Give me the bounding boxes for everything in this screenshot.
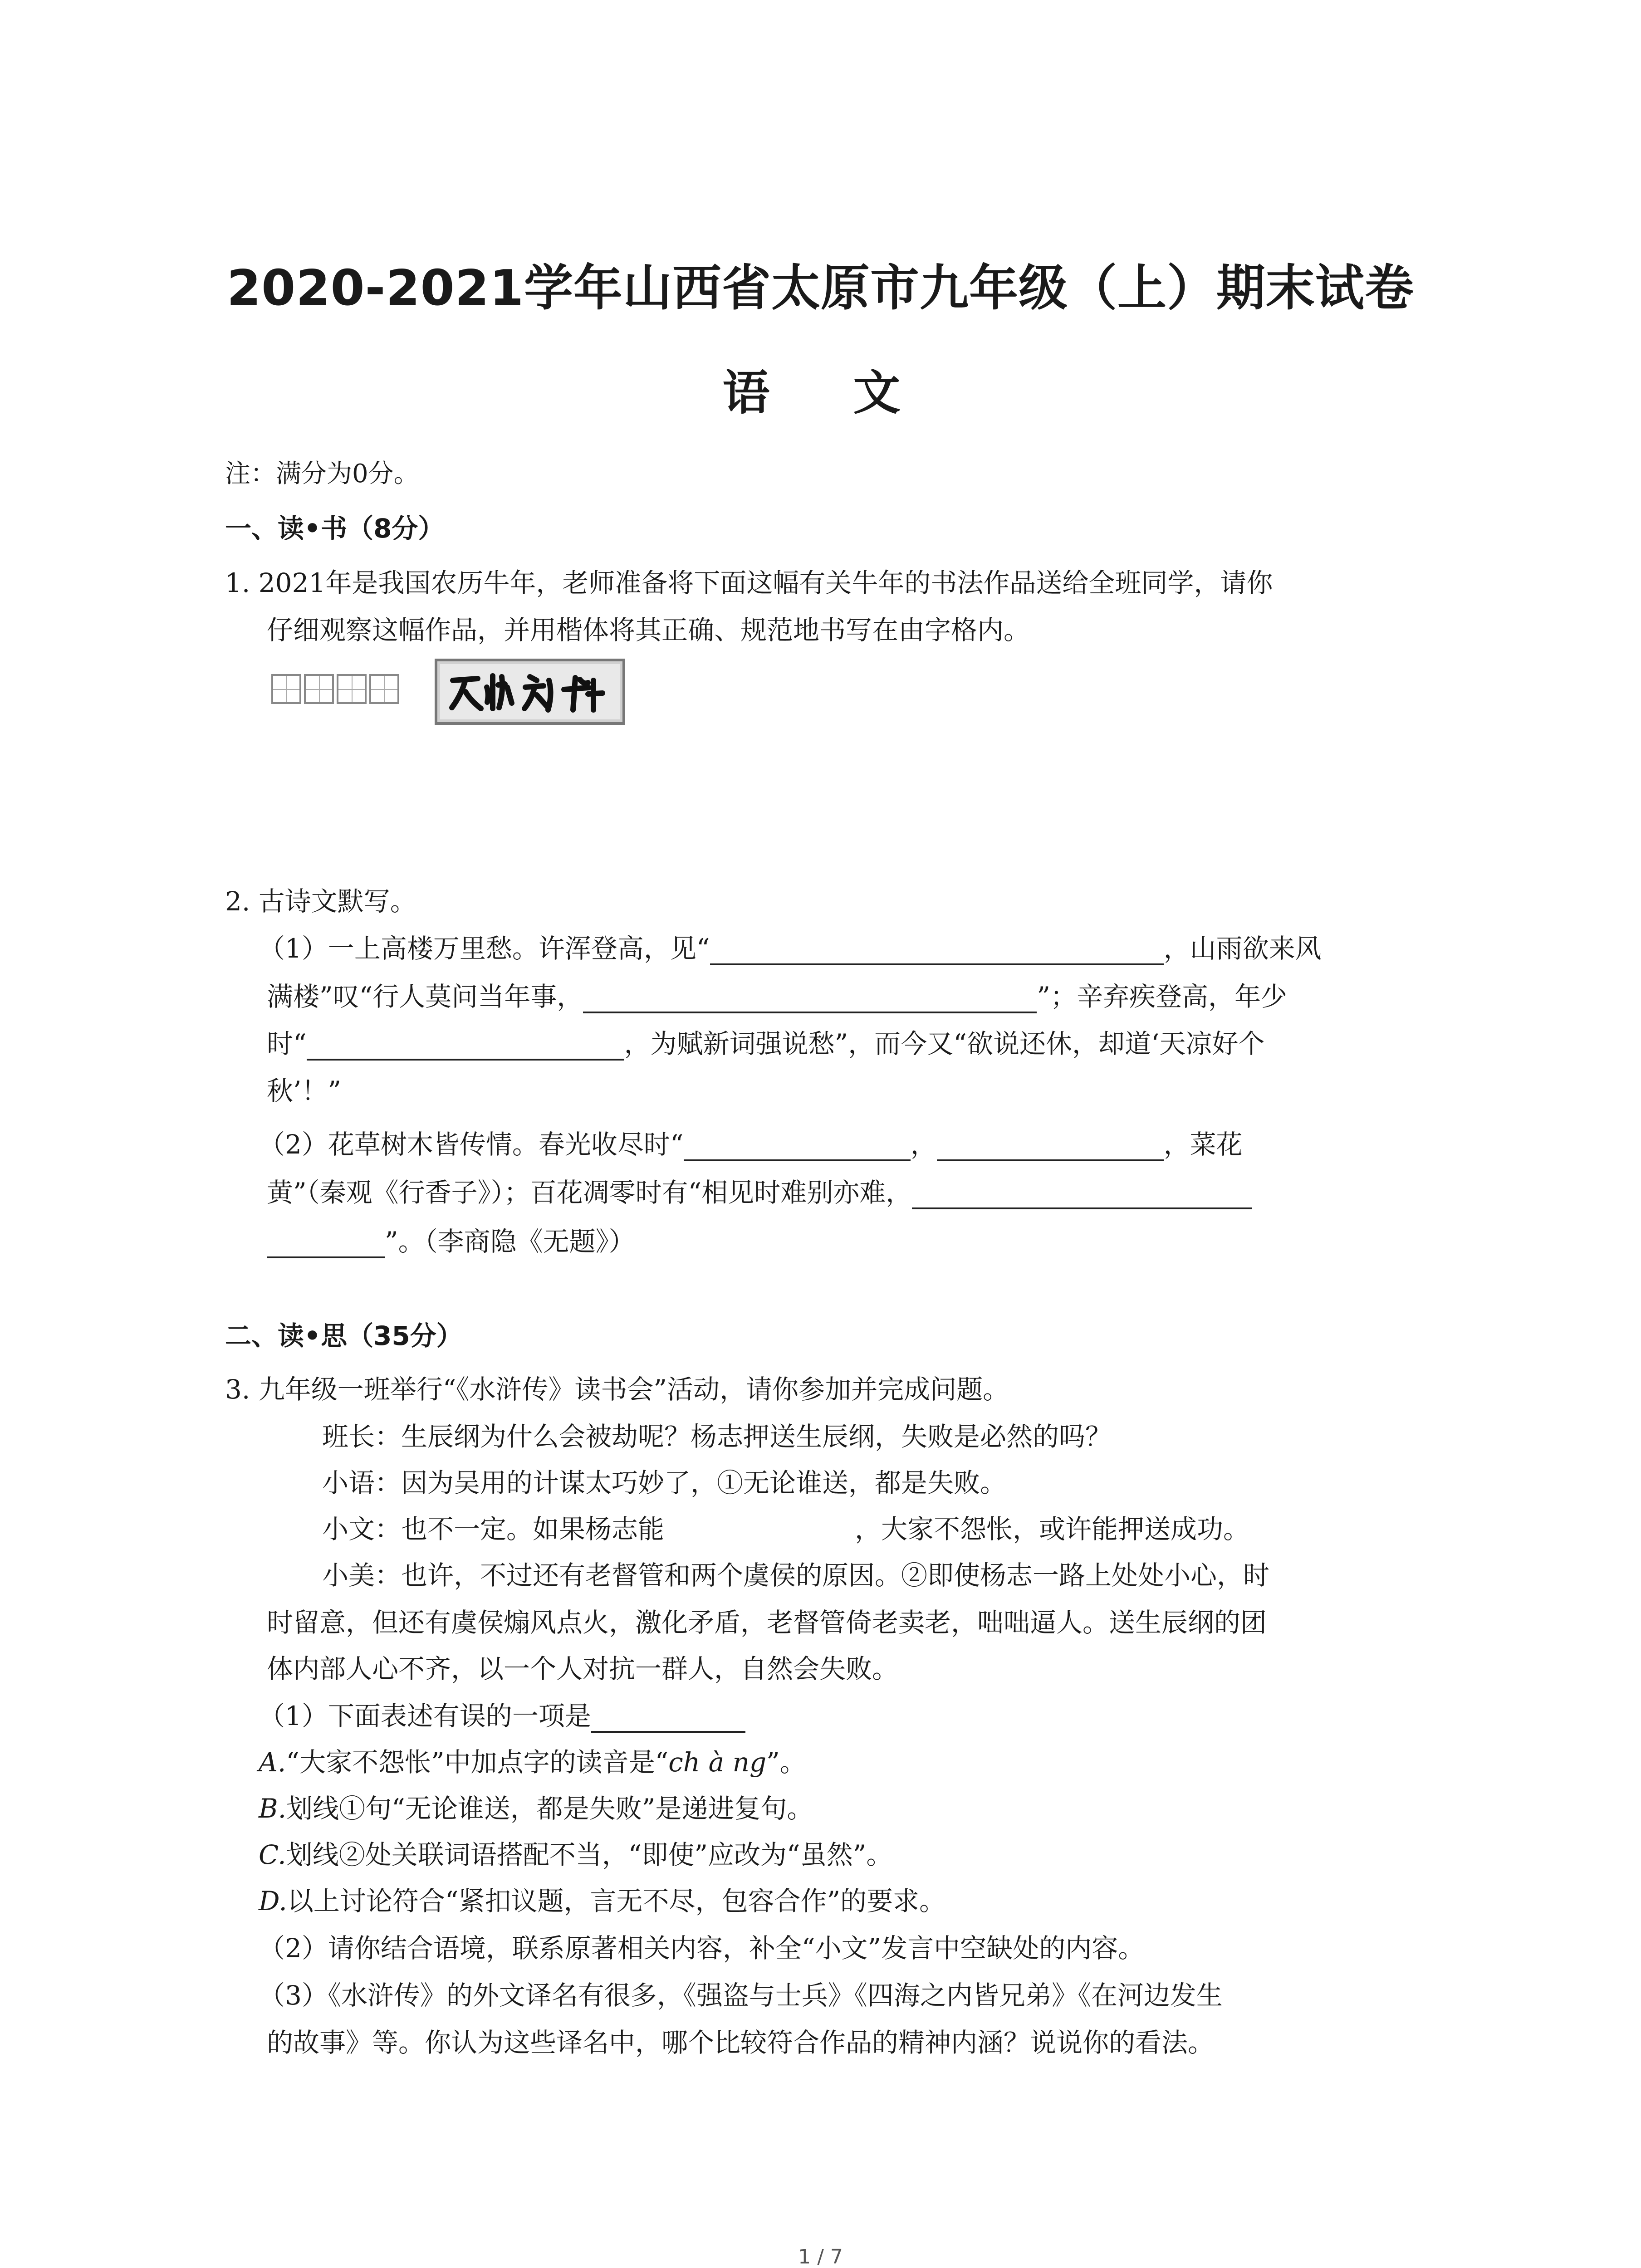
writing-grid[interactable] [271, 674, 402, 704]
pinyin: ch à ng [668, 1747, 767, 1778]
score-note: 注：满分为0分。 [225, 459, 419, 489]
calligraphy-artwork [435, 659, 625, 725]
text-segment: 时“ [267, 1028, 307, 1059]
option-label: D. [259, 1886, 287, 1916]
page-number: 1 / 7 [798, 2245, 843, 2268]
blank-field[interactable] [307, 1031, 624, 1061]
blank-field[interactable] [912, 1179, 1252, 1209]
blank-field[interactable] [583, 983, 1037, 1013]
q2-p1-line3 [267, 1022, 1264, 1061]
text-segment: ”。 [766, 1747, 806, 1778]
calligraphy-brush-icon [444, 667, 616, 717]
grid-cell[interactable] [304, 674, 334, 704]
grid-cell[interactable] [369, 674, 399, 704]
text-segment: ，菜花 [1163, 1129, 1243, 1160]
exam-title: 2020-2021学年山西省太原市九年级（上）期末试卷 [227, 260, 1414, 317]
blank-field[interactable] [937, 1131, 1164, 1161]
text-segment: ”；辛弃疾登高，年少 [1037, 981, 1287, 1012]
grid-cell[interactable] [271, 674, 301, 704]
text-segment: 划线①句“无论谁送，都是失败”是递进复句。 [286, 1793, 813, 1824]
blank-field[interactable] [267, 1228, 385, 1258]
q2-p2-line1 [259, 1123, 1243, 1161]
section1-heading: 一、读•书（8分） [225, 513, 445, 544]
q3-sub3-line2: 的故事》等。你认为这些译名中，哪个比较符合作品的精神内涵？说说你的看法。 [267, 2027, 1215, 2058]
q2-p2-line2 [267, 1171, 1252, 1209]
q1-line2: 仔细观察这幅作品，并用楷体将其正确、规范地书写在由字格内。 [267, 615, 1030, 645]
option-label: C. [259, 1839, 286, 1870]
text-segment: 划线②处关联词语搭配不当，“即使”应改为“虽然”。 [286, 1839, 893, 1870]
q3-dialog-3 [322, 1508, 1249, 1546]
answer-blank[interactable] [591, 1703, 745, 1733]
q3-dialog-2: 小语：因为吴用的计谋太巧妙了，①无论谁送，都是失败。 [322, 1467, 1007, 1498]
text-segment: ，山雨欲来风 [1163, 933, 1322, 964]
blank-field[interactable] [684, 1131, 911, 1161]
q3-intro: 3. 九年级一班举行“《水浒传》读书会”活动，请你参加并完成问题。 [225, 1374, 1009, 1405]
q3-dialog-4-line1: 小美：也许，不过还有老督管和两个虞侯的原因。②即使杨志一路上处处小心，时 [322, 1560, 1270, 1591]
text-segment: 小文：也不一定。如果杨志能 [322, 1514, 665, 1545]
q3-dialog-4-line2: 时留意，但还有虞侯煽风点火，激化矛盾，老督管倚老卖老，咄咄逼人。送生辰纲的团 [267, 1607, 1267, 1638]
q2-title: 2. 古诗文默写。 [225, 886, 416, 917]
option-b[interactable] [259, 1787, 813, 1825]
q3-sub2: （2）请你结合语境，联系原著相关内容，补全“小文”发言中空缺处的内容。 [259, 1933, 1145, 1964]
subject-title: 语 文 [722, 365, 919, 420]
q3-sub3-line1: （3）《水浒传》的外文译名有很多，《强盗与士兵》《四海之内皆兄弟》《在河边发生 [259, 1980, 1223, 2011]
q3-dialog-4-line3: 体内部人心不齐，以一个人对抗一群人，自然会失败。 [267, 1653, 899, 1684]
q3-sub1 [259, 1695, 745, 1733]
section2-heading: 二、读•思（35分） [225, 1320, 463, 1351]
q1-line1: 1. 2021年是我国农历牛年，老师准备将下面这幅有关牛年的书法作品送给全班同学，请你 [225, 567, 1273, 598]
text-segment: （2）花草树木皆传情。春光收尽时“ [259, 1129, 684, 1160]
option-d[interactable] [259, 1880, 945, 1918]
option-label: B. [259, 1793, 287, 1824]
text-segment: ，大家不怨怅，或许能押送成功。 [855, 1514, 1250, 1545]
text-segment: 满楼”叹“行人莫问当年事， [267, 981, 583, 1012]
text-segment: ， [910, 1129, 937, 1160]
text-segment: （1）下面表述有误的一项是 [259, 1701, 591, 1731]
text-segment: 黄”（秦观《行香子》）；百花凋零时有“相见时难别亦难， [267, 1177, 912, 1208]
text-segment: ”。（李商隐《无题》） [385, 1226, 635, 1257]
option-a[interactable] [259, 1741, 806, 1779]
q3-dialog-1: 班长：生辰纲为什么会被劫呢？杨志押送生辰纲，失败是必然的吗？ [322, 1421, 1112, 1452]
q2-p1-line2 [267, 975, 1287, 1013]
option-label: A. [259, 1747, 286, 1778]
q2-p1-line4: 秋’！” [267, 1075, 342, 1106]
text-segment: “大家不怨怅”中加点字的读音是“ [286, 1747, 669, 1778]
q2-p1-line1 [259, 927, 1322, 965]
blank-field[interactable] [710, 935, 1164, 965]
text-segment: ，为赋新词强说愁”，而今又“欲说还休，却道‘天凉好个 [624, 1028, 1265, 1059]
option-c[interactable] [259, 1833, 892, 1872]
text-segment: 以上讨论符合“紧扣议题，言无不尽，包容合作”的要求。 [287, 1886, 946, 1916]
grid-cell[interactable] [337, 674, 367, 704]
q2-p2-line3 [267, 1220, 635, 1258]
text-segment: （1）一上高楼万里愁。许浑登高，见“ [259, 933, 710, 964]
